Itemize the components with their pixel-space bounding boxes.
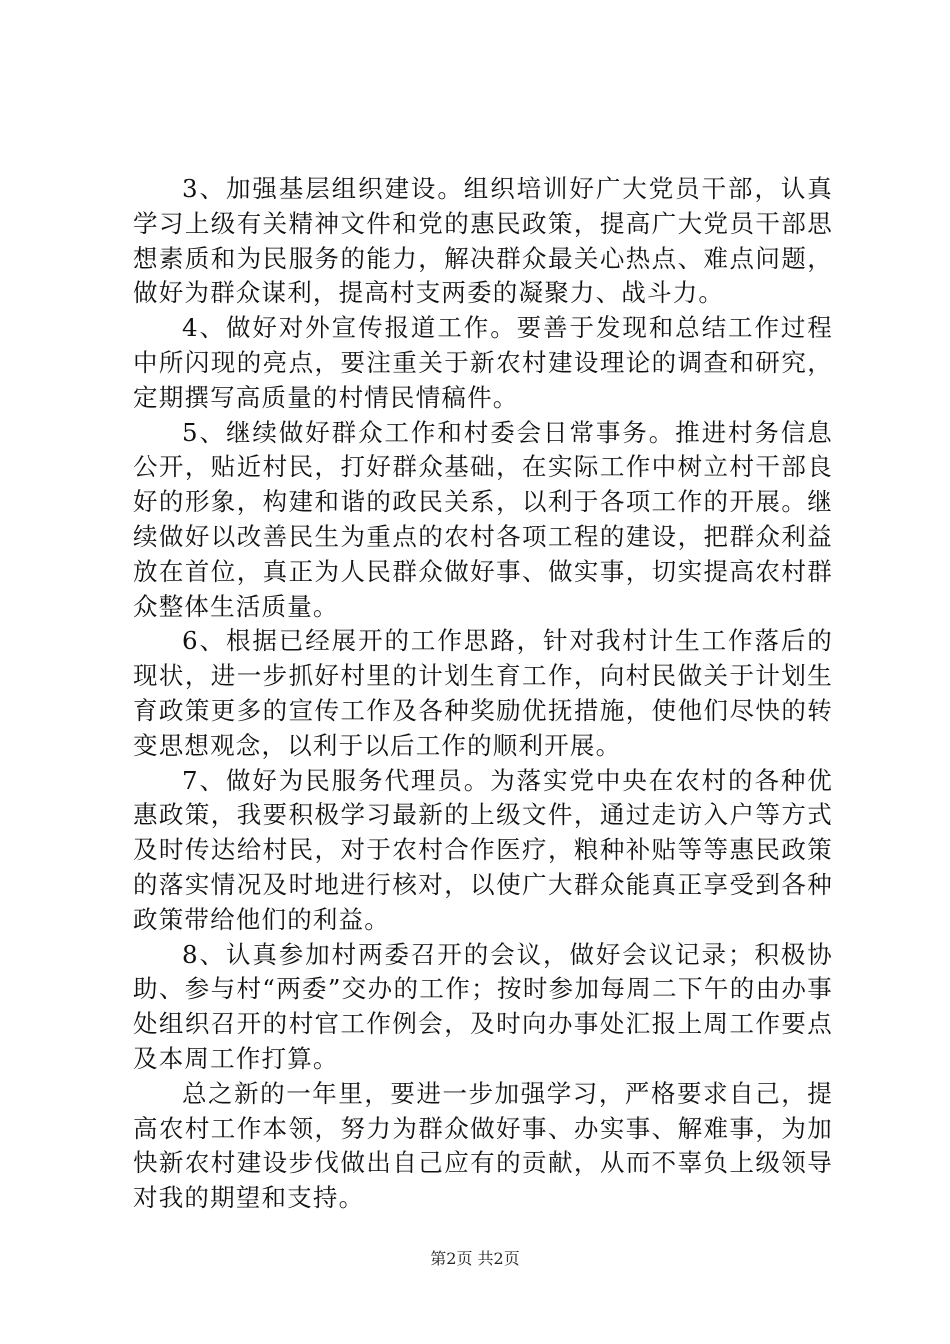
paragraph-item-3: 3、加强基层组织建设。组织培训好广大党员干部，认真学习上级有关精神文件和党的惠民政策，提高广大党员干部思想素质和为民服务的能力，解决群众最关心热点、难点问题，做好为群众谋利，提高村支两委的凝聚力、战斗力。: [133, 174, 833, 308]
page-footer: 第2页 共2页: [430, 1249, 520, 1268]
paragraph-item-7: 7、做好为民服务代理员。为落实党中央在农村的各种优惠政策，我要积极学习最新的上级文件，通过走访入户等方式及时传达给村民，对于农村合作医疗，粮种补贴等等惠民政策的落实情况及时地进行核对，以使广大群众能真正享受到各种政策带给他们的利益。: [133, 765, 833, 934]
paragraph-item-8: 8、认真参加村两委召开的会议，做好会议记录；积极协助、参与村“两委”交办的工作；按时参加每周二下午的由办事处组织召开的村官工作例会，及时向办事处汇报上周工作要点及本周工作打算。: [133, 939, 833, 1073]
paragraph-item-6: 6、根据已经展开的工作思路，针对我村计生工作落后的现状，进一步抓好村里的计划生育工作，向村民做关于计划生育政策更多的宣传工作及各种奖励优抚措施，使他们尽快的转变思想观念，以利于以后工作的顺利开展。: [133, 626, 833, 760]
paragraph-conclusion: 总之新的一年里，要进一步加强学习，严格要求自己，提高农村工作本领，努力为群众做好事、办实事、解难事，为加快新农村建设步伐做出自己应有的贡献，从而不辜负上级领导对我的期望和支持。: [133, 1078, 833, 1213]
document-body: [133, 172, 833, 1216]
paragraph-item-4: 4、做好对外宣传报道工作。要善于发现和总结工作过程中所闪现的亮点，要注重关于新农村建设理论的调查和研究，定期撰写高质量的村情民情稿件。: [133, 313, 833, 412]
paragraph-item-5: 5、继续做好群众工作和村委会日常事务。推进村务信息公开，贴近村民，打好群众基础，在实际工作中树立村干部良好的形象，构建和谐的政民关系，以利于各项工作的开展。继续做好以改善民生为重点的农村各项工程的建设，把群众利益放在首位，真正为人民群众做好事、做实事，切实提高农村群众整体生活质量。: [133, 417, 833, 621]
